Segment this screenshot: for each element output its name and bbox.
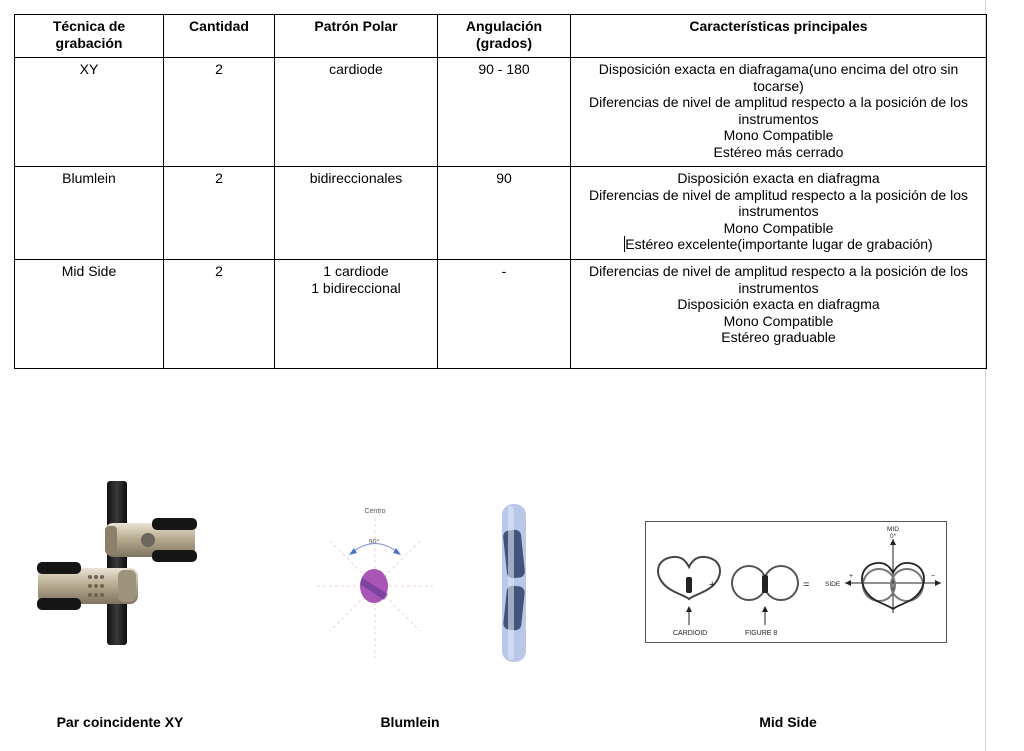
feature-line: Mono Compatible: [723, 219, 834, 236]
angle-label: 90°: [368, 539, 380, 546]
cell-pattern: [275, 58, 438, 167]
feature-line: Disposición exacta en diafragma: [677, 296, 880, 312]
side-label: SIDE: [825, 581, 841, 588]
cell-angle: 90: [438, 167, 571, 260]
header-features: Características principales: [571, 15, 987, 58]
feature-line: Diferencias de nivel de amplitud respecto a la posición de los instrumentos: [589, 94, 968, 127]
caption-blumlein: Blumlein: [380, 714, 440, 730]
pattern-line: 1 bidireccional: [311, 279, 401, 296]
feature-line: Disposición exacta en diafragma: [677, 170, 880, 186]
cell-quantity: 2: [164, 260, 275, 369]
side-minus-sign: −: [931, 573, 936, 580]
pattern-line: cardiode: [329, 61, 383, 77]
equals-sign: =: [803, 579, 810, 591]
feature-line: Disposición exacta en diafragama(uno encima del otro sin tocarse): [598, 61, 959, 94]
feature-line: Estéreo graduable: [721, 329, 836, 345]
side-plus-sign: +: [849, 573, 854, 580]
cell-technique: Blumlein: [15, 167, 164, 260]
cell-pattern: [275, 167, 438, 260]
pattern-line: 1 cardiode: [323, 263, 389, 279]
feature-line: Mono Compatible: [723, 127, 834, 143]
cell-quantity: 2: [164, 58, 275, 167]
cell-features: [571, 260, 987, 369]
cell-features: [571, 167, 987, 260]
xy-microphones-image: [30, 476, 210, 648]
cell-technique: Mid Side: [15, 260, 164, 369]
header-quantity: Cantidad: [164, 15, 275, 58]
cell-quantity: 2: [164, 167, 275, 260]
plus-sign: +: [709, 579, 716, 591]
feature-line[interactable]: [575, 236, 982, 253]
cell-pattern: [275, 260, 438, 369]
feature-line: Estéreo más cerrado: [713, 143, 844, 160]
pattern-line: bidireccionales: [309, 170, 403, 186]
table-row: [15, 167, 987, 260]
cell-angle: -: [438, 260, 571, 369]
caption-mid-side: Mid Side: [759, 714, 817, 730]
cell-technique: XY: [15, 58, 164, 167]
feature-line: Mono Compatible: [723, 312, 834, 329]
feature-line: Diferencias de nivel de amplitud respecto a la posición de los instrumentos: [589, 263, 968, 296]
center-label: Centro: [364, 508, 386, 515]
mid-angle-label: 0°: [890, 533, 897, 540]
feature-line: Diferencias de nivel de amplitud respecto a la posición de los instrumentos: [589, 186, 968, 219]
recording-techniques-table: [14, 14, 987, 369]
ribbon-microphone-image: [496, 502, 532, 664]
blumlein-polar-diagram: [312, 498, 438, 666]
table-row: [15, 260, 987, 369]
cardioid-label: CARDIOID: [673, 630, 708, 637]
header-technique: Técnica de grabación: [15, 15, 164, 58]
cell-features: [571, 58, 987, 167]
table-header-row: [15, 15, 987, 58]
caption-xy: Par coincidente XY: [56, 714, 184, 730]
cell-angle: 90 - 180: [438, 58, 571, 167]
mid-side-diagram: [645, 521, 947, 643]
header-angle: Angulación (grados): [438, 15, 571, 58]
header-pattern: Patrón Polar: [275, 15, 438, 58]
table-row: [15, 58, 987, 167]
figure8-label: FIGURE 8: [745, 630, 778, 637]
feature-text: Estéreo excelente(importante lugar de grabación): [625, 236, 933, 252]
mid-label: MID: [887, 526, 899, 533]
